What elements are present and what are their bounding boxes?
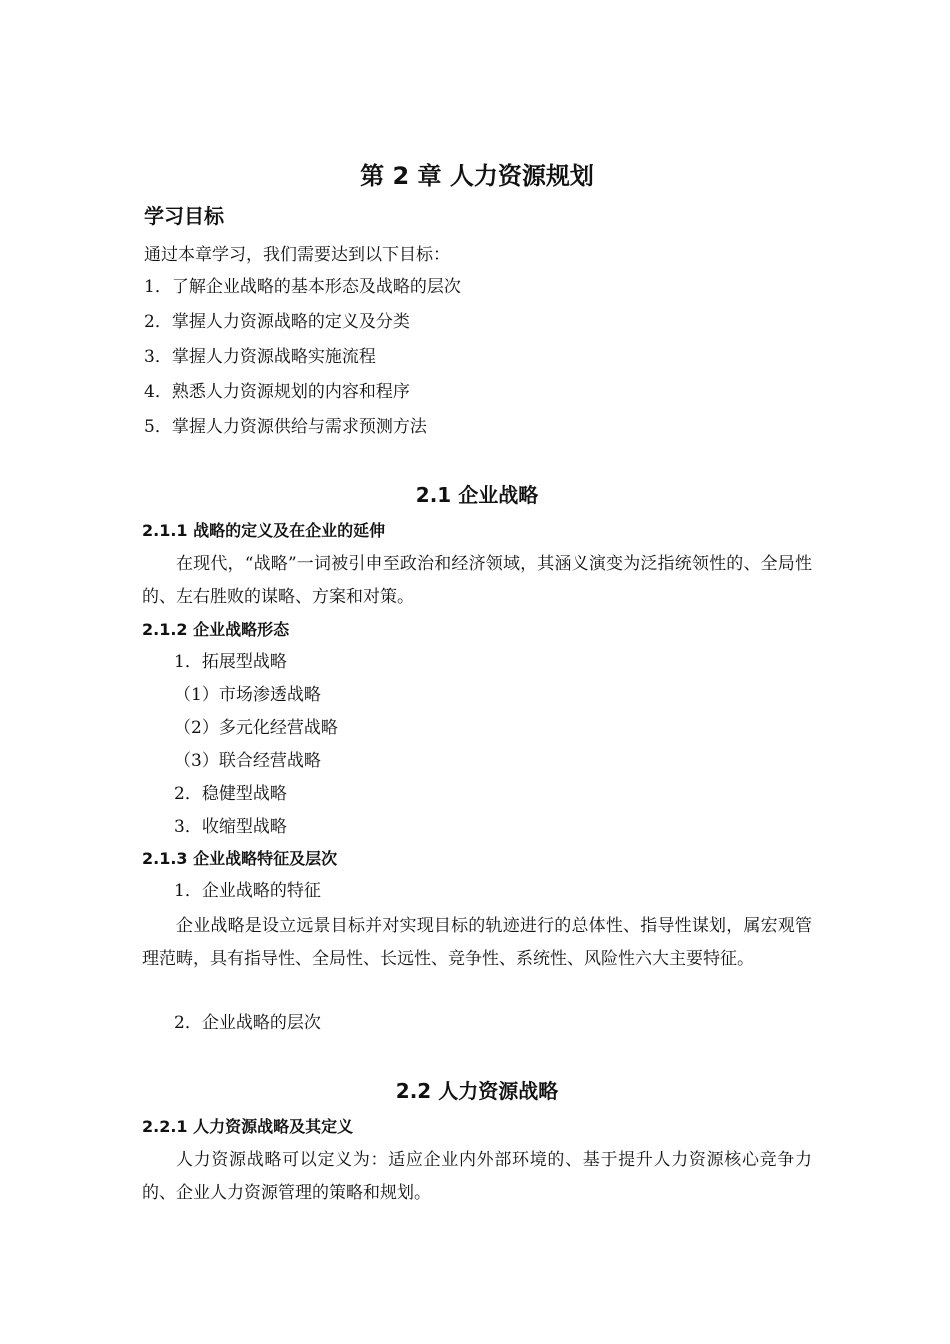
strategy-subtype-item: （3）联合经营战略 (174, 751, 321, 771)
objective-item: 5．掌握人力资源供给与需求预测方法 (144, 417, 427, 437)
document-page (142, 0, 812, 1344)
objectives-list (144, 270, 461, 445)
section-title-2-1: 2.1 企业战略 (415, 483, 539, 507)
objectives-heading: 学习目标 (144, 204, 224, 228)
paragraph-2-1-3: 企业战略是设立远景目标并对实现目标的轨迹进行的总体性、指导性谋划，属宏观管理范畴，具有指导性、全局性、长远性、竞争性、系统性、风险性六大主要特征。 (142, 916, 812, 969)
strategy-type-item: 2．稳健型战略 (174, 784, 287, 804)
level-heading-item: 2．企业战略的层次 (174, 1013, 321, 1033)
section-title-2-2: 2.2 人力资源战略 (395, 1079, 559, 1103)
feature-heading-item: 1．企业战略的特征 (174, 881, 321, 901)
objective-item: 4．熟悉人力资源规划的内容和程序 (144, 382, 410, 402)
subsection-title-2-1-3: 2.1.3 企业战略特征及层次 (142, 849, 338, 868)
strategy-subtype-item: （2）多元化经营战略 (174, 718, 338, 738)
objective-item: 2．掌握人力资源战略的定义及分类 (144, 312, 410, 332)
strategy-subtype-item: （1）市场渗透战略 (174, 685, 321, 705)
strategy-type-item: 3．收缩型战略 (174, 817, 287, 837)
subsection-title-2-1-2: 2.1.2 企业战略形态 (142, 620, 290, 639)
objective-item: 3．掌握人力资源战略实施流程 (144, 347, 376, 367)
paragraph-2-2-1: 人力资源战略可以定义为：适应企业内外部环境的、基于提升人力资源核心竞争力的、企业人力资源管理的策略和规划。 (142, 1150, 812, 1203)
paragraph-2-1-1: 在现代，“战略”一词被引申至政治和经济领域，其涵义演变为泛指统领性的、全局性的、左右胜败的谋略、方案和对策。 (142, 554, 812, 607)
objectives-intro: 通过本章学习，我们需要达到以下目标： (144, 245, 450, 265)
subsection-title-2-2-1: 2.2.1 人力资源战略及其定义 (142, 1117, 354, 1136)
strategy-type-item: 1．拓展型战略 (174, 652, 287, 672)
chapter-title: 第 2 章 人力资源规划 (360, 162, 594, 190)
objective-item: 1．了解企业战略的基本形态及战略的层次 (144, 277, 461, 297)
subsection-title-2-1-1: 2.1.1 战略的定义及在企业的延伸 (142, 521, 386, 540)
